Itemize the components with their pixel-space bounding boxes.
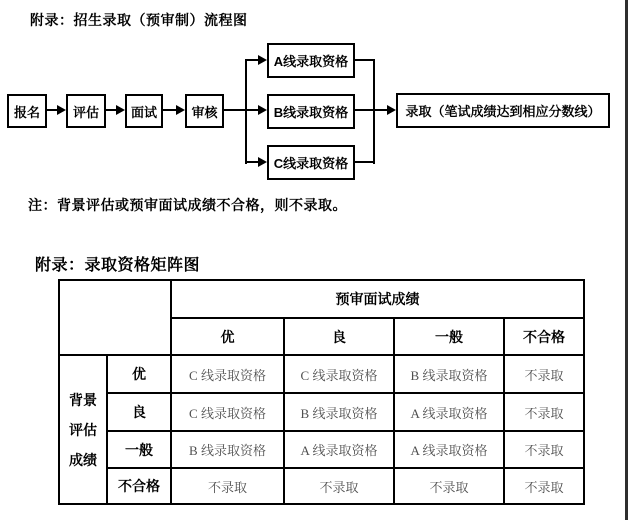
matrix-cell: C 线录取资格 (171, 355, 284, 393)
arrowhead-right-icon (176, 105, 185, 115)
connector-line (163, 109, 177, 111)
matrix-cell: C 线录取资格 (171, 393, 284, 431)
connector-line (224, 109, 247, 111)
branch-split-line (245, 59, 247, 164)
row-header: 不合格 (107, 468, 171, 504)
matrix-cell: 不录取 (504, 431, 584, 468)
flow-branch-line-c: C线录取资格 (267, 145, 355, 180)
matrix-cell: A 线录取资格 (394, 431, 504, 468)
connector-line (375, 109, 387, 111)
matrix-cell: 不录取 (394, 468, 504, 504)
arrowhead-right-icon (258, 157, 267, 167)
connector-line (247, 161, 258, 163)
flowchart-note: 注：背景评估或预审面试成绩不合格，则不录取。 (28, 197, 347, 213)
flow-step-interview: 面试 (125, 94, 163, 128)
arrowhead-right-icon (258, 55, 267, 65)
row-group-line: 背景 (69, 391, 97, 408)
matrix-title: 附录：录取资格矩阵图 (35, 257, 201, 274)
table-row (59, 431, 584, 468)
connector-line (355, 161, 375, 163)
arrowhead-right-icon (57, 105, 66, 115)
matrix-cell: 不录取 (171, 468, 284, 504)
matrix-cell: B 线录取资格 (284, 393, 394, 431)
row-group-line: 成绩 (69, 451, 97, 468)
arrowhead-right-icon (258, 105, 267, 115)
matrix-cell: 不录取 (504, 468, 584, 504)
flowchart-title: 附录：招生录取（预审制）流程图 (30, 12, 248, 28)
matrix-cell: 不录取 (504, 393, 584, 431)
row-group-header (59, 355, 107, 504)
qualification-matrix-table (58, 279, 585, 505)
flow-step-evaluation: 评估 (66, 94, 106, 128)
matrix-cell: 不录取 (284, 468, 394, 504)
row-header: 优 (107, 355, 171, 393)
flow-step-review: 审核 (185, 94, 224, 128)
table-row (59, 393, 584, 431)
connector-line (247, 59, 258, 61)
matrix-cell: A 线录取资格 (284, 431, 394, 468)
flow-branch-line-a: A线录取资格 (267, 43, 355, 78)
row-header: 一般 (107, 431, 171, 468)
column-header: 优 (171, 318, 284, 355)
branch-merge-line (373, 59, 375, 164)
column-header: 一般 (394, 318, 504, 355)
flow-branch-line-b: B线录取资格 (267, 94, 355, 129)
matrix-cell: B 线录取资格 (171, 431, 284, 468)
flow-step-signup: 报名 (7, 94, 47, 128)
arrowhead-right-icon (116, 105, 125, 115)
row-header: 良 (107, 393, 171, 431)
connector-line (247, 109, 258, 111)
column-group-header: 预审面试成绩 (171, 280, 584, 318)
matrix-cell: A 线录取资格 (394, 393, 504, 431)
connector-line (355, 59, 375, 61)
flow-result-admission: 录取（笔试成绩达到相应分数线） (396, 93, 610, 128)
connector-line (355, 109, 375, 111)
table-row (59, 355, 584, 393)
column-header: 不合格 (504, 318, 584, 355)
column-header: 良 (284, 318, 394, 355)
table-row (59, 468, 584, 504)
row-group-line: 评估 (69, 421, 97, 438)
matrix-corner-cell (59, 280, 171, 355)
matrix-cell: C 线录取资格 (284, 355, 394, 393)
arrowhead-right-icon (387, 105, 396, 115)
matrix-cell: 不录取 (504, 355, 584, 393)
matrix-cell: B 线录取资格 (394, 355, 504, 393)
